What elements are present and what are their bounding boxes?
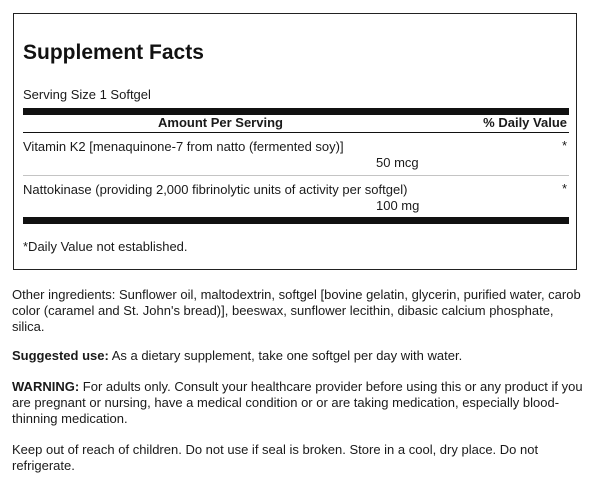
divider-header: [23, 132, 569, 133]
suggested-use-text: As a dietary supplement, take one softgel per day with water.: [111, 348, 463, 363]
ingredient-daily-value: *: [561, 181, 567, 196]
ingredient-name: Vitamin K2 [menaquinone-7 from natto (fermented soy)]: [23, 139, 344, 154]
storage-instructions: Keep out of reach of children. Do not use if seal is broken. Store in a cool, dry place. Do not refrigerate.: [12, 442, 539, 473]
warning-label: WARNING:: [12, 379, 80, 394]
warning-text: For adults only. Consult your healthcare provider before using this or any product if you are pregnant or nursing, have a medical condition or or are taking medication, especially blood-thinning medication.: [12, 379, 583, 426]
serving-size: Serving Size 1 Softgel: [23, 87, 151, 102]
suggested-use-label: Suggested use:: [12, 348, 109, 363]
supplement-facts-panel: [13, 13, 577, 270]
ingredient-amount: 50 mcg: [376, 155, 419, 170]
ingredient-amount: 100 mg: [376, 198, 420, 213]
divider-row: [23, 175, 569, 176]
panel-title: Supplement Facts: [23, 41, 204, 64]
footnote: *Daily Value not established.: [23, 239, 188, 254]
divider-thick-bottom: [23, 217, 569, 224]
other-ingredients: Other ingredients: Sunflower oil, maltodextrin, softgel [bovine gelatin, glycerin, purified water, carob color (caramel and St. John's bread)], beeswax, sunflower lecithin, dibasic calcium phosphate, silica.: [12, 287, 581, 334]
divider-thick-top: [23, 108, 569, 115]
ingredient-daily-value: *: [561, 138, 567, 153]
daily-value-header: % Daily Value: [483, 115, 567, 130]
amount-per-serving-header: Amount Per Serving: [158, 115, 283, 130]
ingredient-name: Nattokinase (providing 2,000 fibrinolytic units of activity per softgel): [23, 182, 408, 197]
suggested-use: [12, 348, 586, 364]
warning: [12, 379, 586, 427]
